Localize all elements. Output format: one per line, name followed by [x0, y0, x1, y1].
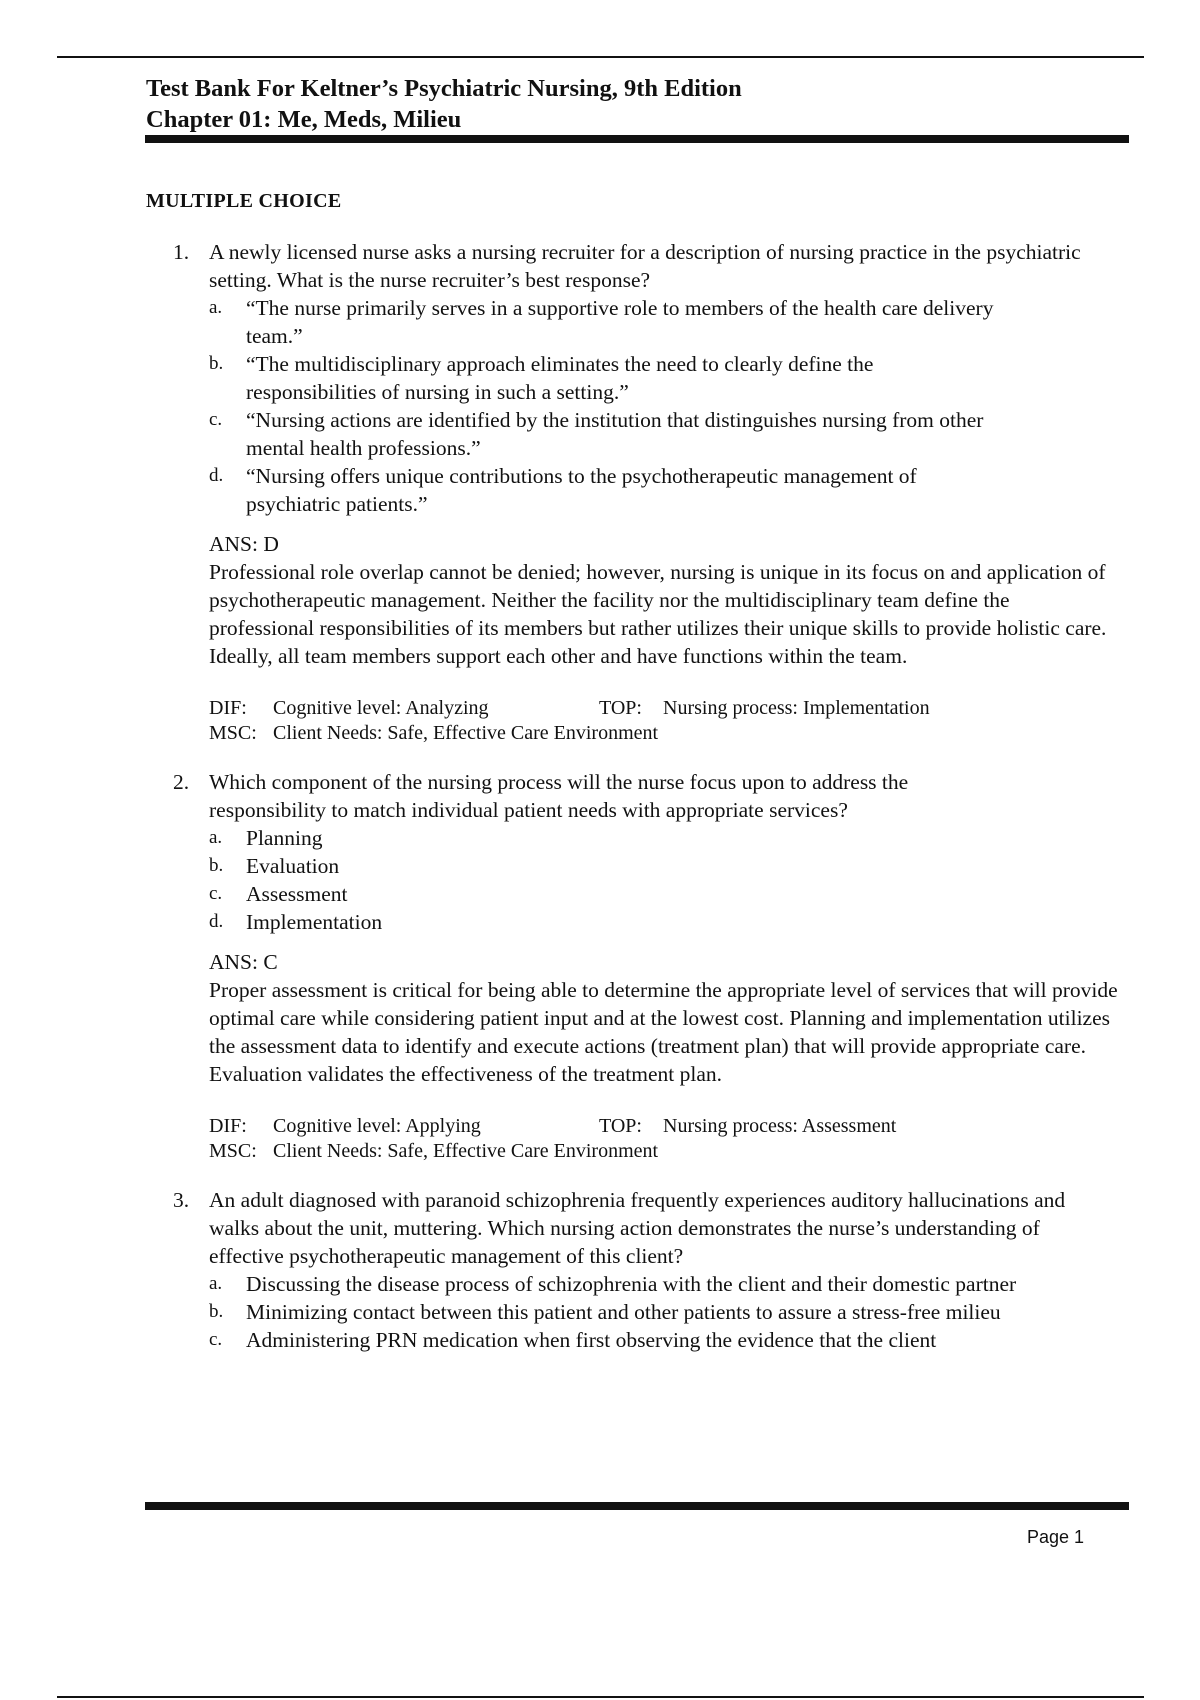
choice-letter: b. — [209, 1301, 224, 1322]
choice-text: “The multidisciplinary approach eliminates the need to clearly define the responsibilities of nursing in such a setting.” — [246, 352, 874, 404]
question-number: 2. — [173, 770, 190, 794]
question-stem: A newly licensed nurse asks a nursing recruiter for a description of nursing practice in the psychiatric setting. What is the nurse recruiter’s best response? — [209, 240, 1081, 292]
header-rule — [145, 135, 1129, 143]
msc — [209, 721, 1131, 746]
dif-label: DIF: — [209, 697, 247, 719]
question-number: 3. — [173, 1188, 190, 1212]
choice-d — [209, 462, 1016, 518]
choice-letter: c. — [209, 409, 223, 430]
section-title: MULTIPLE CHOICE — [146, 190, 342, 212]
top-label: TOP: — [599, 1115, 642, 1137]
choice-letter: b. — [209, 855, 224, 876]
choice-list — [209, 294, 1131, 518]
question-2 — [171, 768, 1131, 1164]
choice-letter: c. — [209, 883, 223, 904]
bottom-rule — [57, 1696, 1144, 1698]
choice-text: Implementation — [246, 910, 383, 934]
choice-list — [209, 824, 1131, 936]
choice-c — [209, 406, 1036, 462]
choice-text: Minimizing contact between this patient and other patients to assure a stress-free milieu — [246, 1300, 1001, 1324]
difficulty — [209, 1114, 599, 1139]
top-rule — [57, 56, 1144, 58]
choice-letter: d. — [209, 911, 224, 932]
top-value: Nursing process: Assessment — [663, 1115, 897, 1137]
chapter-title: Chapter 01: Me, Meds, Milieu — [146, 106, 462, 133]
choice-d — [209, 908, 1131, 936]
choice-letter: c. — [209, 1329, 223, 1350]
choice-b — [209, 1298, 1046, 1326]
choice-letter: b. — [209, 353, 224, 374]
footer-rule — [145, 1502, 1129, 1510]
answer-key: ANS: C — [209, 950, 278, 974]
choice-a — [209, 1270, 1046, 1298]
document-title: Test Bank For Keltner’s Psychiatric Nursing, 9th Edition — [146, 75, 742, 102]
choice-letter: a. — [209, 297, 223, 318]
topic — [599, 696, 930, 721]
choice-letter: d. — [209, 465, 224, 486]
top-label: TOP: — [599, 697, 642, 719]
msc-label: MSC: — [209, 722, 257, 744]
choice-b — [209, 350, 1006, 406]
msc-value: Client Needs: Safe, Effective Care Environment — [273, 1140, 659, 1162]
dif-label: DIF: — [209, 1115, 247, 1137]
choice-a — [209, 294, 1016, 350]
choice-text: “Nursing offers unique contributions to the psychotherapeutic management of psychiatric patients.” — [246, 464, 917, 516]
dif-value: Cognitive level: Applying — [273, 1115, 481, 1137]
question-stem: Which component of the nursing process will the nurse focus upon to address the responsibility to match individual patient needs with appropriate services? — [209, 770, 909, 822]
rationale: Professional role overlap cannot be denied; however, nursing is unique in its focus on and application of psychotherapeutic management. Neither the facility nor the multidisciplinary team define the professional responsibilities of its members but rather utilizes their unique skills to provide holistic care. Ideally, all team members support each other and have functions within the team. — [209, 560, 1107, 668]
top-value: Nursing process: Implementation — [663, 697, 930, 719]
msc — [209, 1139, 1131, 1164]
rationale: Proper assessment is critical for being able to determine the appropriate level of services that will provide optimal care while considering patient input and at the lowest cost. Planning and implementation utilizes the assessment data to identify and execute actions (treatment plan) that will provide appropriate care. Evaluation validates the effectiveness of the treatment plan. — [209, 978, 1118, 1086]
choice-c — [209, 1326, 1066, 1354]
choice-text: Evaluation — [246, 854, 340, 878]
choice-text: Administering PRN medication when first observing the evidence that the client — [246, 1328, 937, 1352]
choice-text: “Nursing actions are identified by the institution that distinguishes nursing from other mental health professions.” — [246, 408, 984, 460]
choice-list — [209, 1270, 1131, 1354]
difficulty — [209, 696, 599, 721]
choice-b — [209, 852, 1131, 880]
question-list — [171, 238, 1131, 1376]
page-number: Page 1 — [1027, 1527, 1085, 1547]
choice-c — [209, 880, 1131, 908]
choice-text: “The nurse primarily serves in a supportive role to members of the health care delivery team.” — [246, 296, 994, 348]
choice-text: Assessment — [246, 882, 348, 906]
msc-value: Client Needs: Safe, Effective Care Environment — [273, 722, 659, 744]
question-metadata — [209, 696, 1131, 746]
topic — [599, 1114, 896, 1139]
msc-label: MSC: — [209, 1140, 257, 1162]
choice-letter: a. — [209, 827, 223, 848]
dif-value: Cognitive level: Analyzing — [273, 697, 489, 719]
document-header — [146, 73, 742, 135]
choice-letter: a. — [209, 1273, 223, 1294]
question-stem: An adult diagnosed with paranoid schizophrenia frequently experiences auditory hallucinations and walks about the unit, muttering. Which nursing action demonstrates the nurse’s understanding of effective psychotherapeutic management of this client? — [209, 1188, 1066, 1268]
question-number: 1. — [173, 240, 190, 264]
question-3 — [171, 1186, 1131, 1354]
choice-text: Planning — [246, 826, 323, 850]
choice-a — [209, 824, 1131, 852]
answer-key: ANS: D — [209, 532, 279, 556]
question-1 — [171, 238, 1131, 746]
choice-text: Discussing the disease process of schizophrenia with the client and their domestic partner — [246, 1272, 1017, 1296]
question-metadata — [209, 1114, 1131, 1164]
